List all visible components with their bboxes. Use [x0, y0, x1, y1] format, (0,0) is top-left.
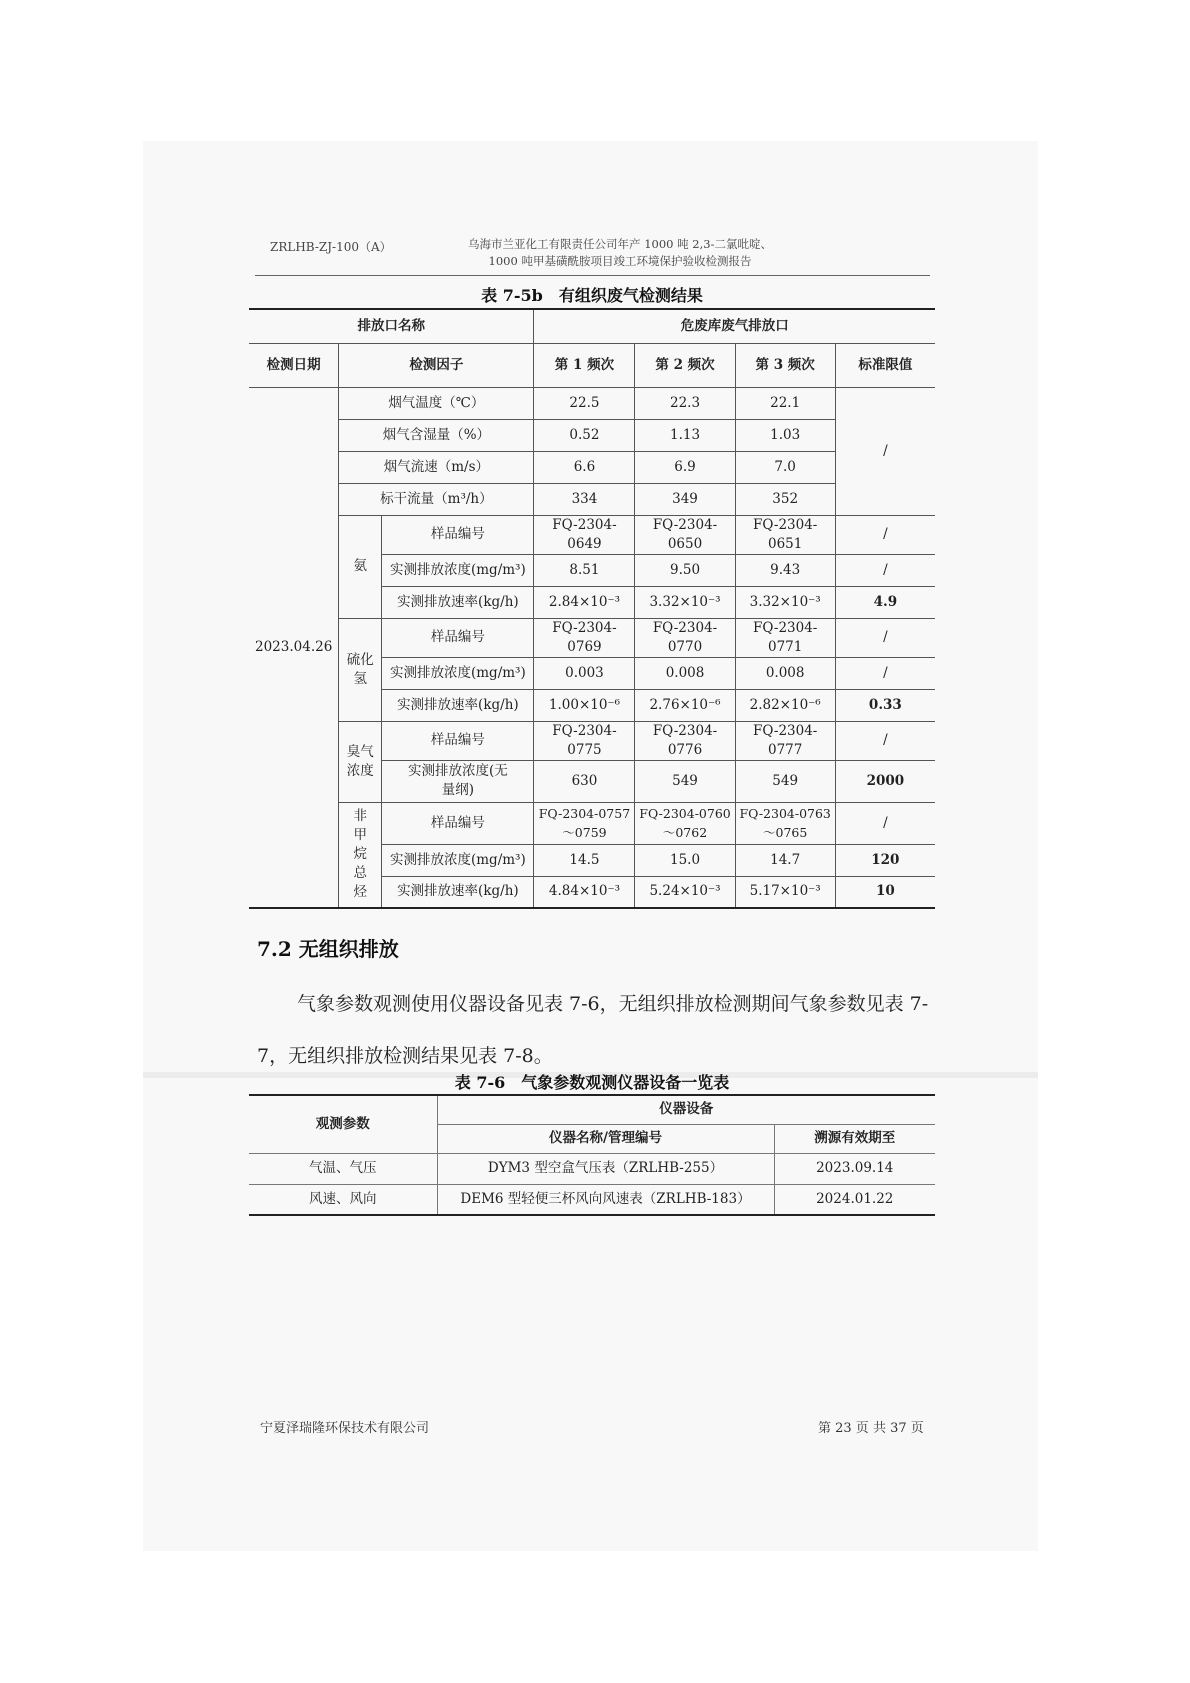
exhaust-results-table: [249, 308, 935, 909]
value-cell: 0.003: [534, 657, 635, 689]
param-cell: 烟气含湿量（%）: [339, 419, 534, 451]
footer-company: 宁夏泽瑞隆环保技术有限公司: [260, 1421, 430, 1436]
limit-cell: /: [835, 554, 935, 586]
value-cell: 5.17×10⁻³: [735, 876, 835, 908]
param-cell: 标干流量（m³/h）: [339, 483, 534, 515]
value-cell: FQ-2304-0650: [635, 515, 735, 554]
limit-cell: 4.9: [835, 586, 935, 618]
value-cell: FQ-2304-0771: [735, 618, 835, 657]
param-cell: 实测排放浓度(mg/m³): [382, 554, 534, 586]
value-cell: 1.03: [735, 419, 835, 451]
value-cell: FQ-2304-0760～0762: [635, 802, 735, 844]
factor-label: 检测因子: [339, 343, 534, 387]
value-cell: 2.82×10⁻⁶: [735, 689, 835, 721]
table-row: [249, 343, 935, 387]
param-cell: 实测排放速率(kg/h): [382, 689, 534, 721]
param-cell: 实测排放浓度(mg/m³): [382, 657, 534, 689]
value-cell: 0.008: [735, 657, 835, 689]
table-row: [249, 451, 935, 483]
value-cell: 22.1: [735, 387, 835, 419]
param-cell: 样品编号: [382, 802, 534, 844]
value-cell: 630: [534, 760, 635, 802]
table-row: [249, 802, 935, 844]
limit-cell: /: [835, 387, 935, 515]
date-value: 2023.04.26: [249, 387, 339, 908]
doc-code: ZRLHB-ZJ-100（A）: [270, 240, 392, 254]
value-cell: FQ-2304-0770: [635, 618, 735, 657]
value-cell: 549: [735, 760, 835, 802]
value-cell: 5.24×10⁻³: [635, 876, 735, 908]
report-title-line1: 乌海市兰亚化工有限责任公司年产 1000 吨 2,3-二氯吡啶、: [468, 237, 772, 251]
limit-cell: 120: [835, 844, 935, 876]
value-cell: FQ-2304-0757～0759: [534, 802, 635, 844]
value-cell: FQ-2304-0777: [735, 721, 835, 760]
value-cell: 9.43: [735, 554, 835, 586]
value-cell: 1.00×10⁻⁶: [534, 689, 635, 721]
value-cell: 6.9: [635, 451, 735, 483]
table-row: [249, 515, 935, 554]
freq1-label: 第 1 频次: [534, 343, 635, 387]
valid-until-label: 溯源有效期至: [774, 1124, 935, 1153]
param-cell: 样品编号: [382, 618, 534, 657]
value-cell: FQ-2304-0649: [534, 515, 635, 554]
group-name: 臭气浓度: [339, 721, 382, 802]
limit-cell: /: [835, 515, 935, 554]
valid-until-cell: 2024.01.22: [774, 1184, 935, 1215]
value-cell: 1.13: [635, 419, 735, 451]
value-cell: 0.52: [534, 419, 635, 451]
param-label: 观测参数: [249, 1095, 437, 1153]
table-row: [249, 483, 935, 515]
param-cell: 实测排放浓度(mg/m³): [382, 844, 534, 876]
param-cell: 实测排放速率(kg/h): [382, 586, 534, 618]
limit-cell: /: [835, 721, 935, 760]
footer-page-number: 第 23 页 共 37 页: [818, 1421, 924, 1436]
freq2-label: 第 2 频次: [635, 343, 735, 387]
limit-cell: 10: [835, 876, 935, 908]
value-cell: 2.84×10⁻³: [534, 586, 635, 618]
value-cell: 334: [534, 483, 635, 515]
table-row: [249, 721, 935, 760]
param-cell: 实测排放速率(kg/h): [382, 876, 534, 908]
group-name: 氨: [339, 515, 382, 618]
param-cell: 样品编号: [382, 721, 534, 760]
group-name: 硫化氢: [339, 618, 382, 721]
table-row: [249, 309, 935, 343]
value-cell: 9.50: [635, 554, 735, 586]
table-row: [249, 387, 935, 419]
value-cell: FQ-2304-0775: [534, 721, 635, 760]
table-row: [249, 618, 935, 657]
table1-caption: 表 7-5b 有组织废气检测结果: [481, 286, 703, 305]
param-cell: 风速、风向: [249, 1184, 437, 1215]
param-cell: 样品编号: [382, 515, 534, 554]
table-row: [249, 1184, 935, 1215]
value-cell: 7.0: [735, 451, 835, 483]
value-cell: 15.0: [635, 844, 735, 876]
value-cell: 4.84×10⁻³: [534, 876, 635, 908]
date-label: 检测日期: [249, 343, 339, 387]
table-row: [249, 1153, 935, 1184]
instrument-name-label: 仪器名称/管理编号: [437, 1124, 774, 1153]
report-title-line2: 1000 吨甲基磺酰胺项目竣工环境保护验收检测报告: [488, 254, 752, 268]
freq3-label: 第 3 频次: [735, 343, 835, 387]
section-paragraph: 气象参数观测使用仪器设备见表 7-6，无组织排放检测期间气象参数见表 7-7，无组织排放检测结果见表 7-8。: [257, 993, 929, 1067]
instrument-table: [249, 1094, 935, 1216]
value-cell: FQ-2304-0763～0765: [735, 802, 835, 844]
param-cell: 实测排放浓度(无量纲): [382, 760, 534, 802]
value-cell: 22.5: [534, 387, 635, 419]
equip-label: 仪器设备: [437, 1095, 935, 1124]
value-cell: 22.3: [635, 387, 735, 419]
value-cell: 2.76×10⁻⁶: [635, 689, 735, 721]
limit-cell: 0.33: [835, 689, 935, 721]
outlet-name-value: 危废库废气排放口: [534, 309, 935, 343]
instrument-name-cell: DYM3 型空盒气压表（ZRLHB-255）: [437, 1153, 774, 1184]
limit-label: 标准限值: [835, 343, 935, 387]
limit-cell: /: [835, 618, 935, 657]
valid-until-cell: 2023.09.14: [774, 1153, 935, 1184]
value-cell: FQ-2304-0651: [735, 515, 835, 554]
section-heading: 7.2 无组织排放: [257, 937, 399, 961]
table-row: [249, 419, 935, 451]
table2-caption: 表 7-6 气象参数观测仪器设备一览表: [454, 1073, 730, 1092]
limit-cell: 2000: [835, 760, 935, 802]
table-row: [249, 1095, 935, 1124]
param-cell: 烟气流速（m/s）: [339, 451, 534, 483]
value-cell: FQ-2304-0776: [635, 721, 735, 760]
header-rule: [255, 275, 930, 276]
report-title: [440, 236, 800, 270]
param-cell: 气温、气压: [249, 1153, 437, 1184]
param-cell: 烟气温度（℃）: [339, 387, 534, 419]
limit-cell: /: [835, 657, 935, 689]
value-cell: 0.008: [635, 657, 735, 689]
value-cell: 14.5: [534, 844, 635, 876]
value-cell: 549: [635, 760, 735, 802]
value-cell: 6.6: [534, 451, 635, 483]
value-cell: FQ-2304-0769: [534, 618, 635, 657]
value-cell: 3.32×10⁻³: [635, 586, 735, 618]
value-cell: 352: [735, 483, 835, 515]
group-name: 非甲烷总烃: [339, 802, 382, 908]
value-cell: 3.32×10⁻³: [735, 586, 835, 618]
limit-cell: /: [835, 802, 935, 844]
value-cell: 349: [635, 483, 735, 515]
outlet-name-label: 排放口名称: [249, 309, 534, 343]
value-cell: 14.7: [735, 844, 835, 876]
instrument-name-cell: DEM6 型轻便三杯风向风速表（ZRLHB-183）: [437, 1184, 774, 1215]
value-cell: 8.51: [534, 554, 635, 586]
